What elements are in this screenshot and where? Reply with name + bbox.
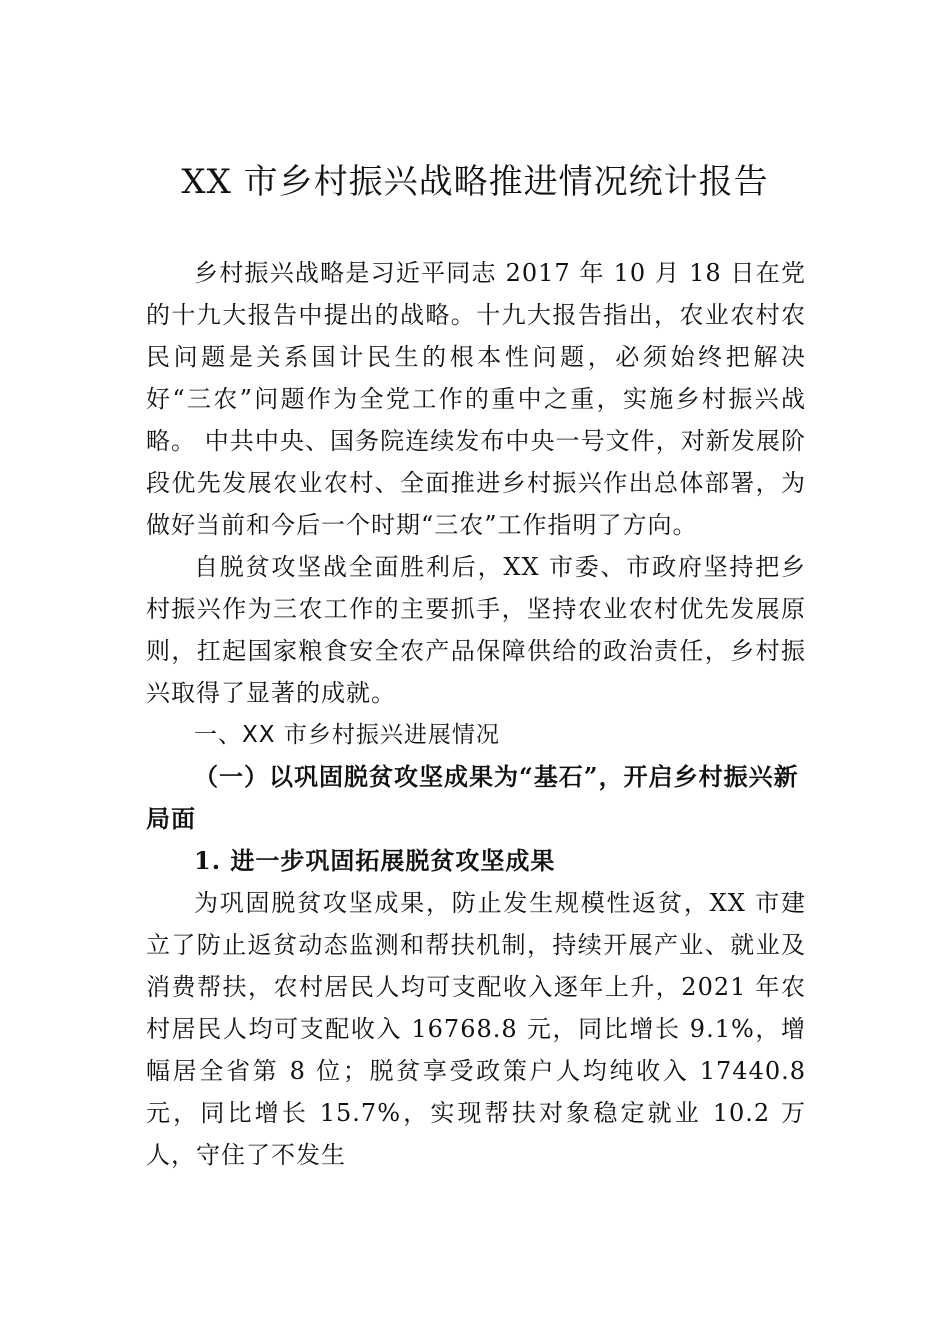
item-heading: 1. 进一步巩固拓展脱贫攻坚成果: [194, 846, 556, 875]
paragraph-achievements: 自脱贫攻坚战全面胜利后，XX 市委、市政府坚持把乡村振兴作为三农工作的主要抓手，坚持农业农村优先发展原则，扛起国家粮食安全农产品保障供给的政治责任，乡村振兴取得了显著的成就。: [146, 553, 806, 707]
paragraph-poverty-results: 为巩固脱贫攻坚成果，防止发生规模性返贫，XX 市建立了防止返贫动态监测和帮扶机制，持续开展产业、就业及消费帮扶，农村居民人均可支配收入逐年上升，2021 年农村居民人均可支配收入 16768.8 元，同比增长 9.1%，增幅居全省第 8 位；脱贫享受政策户人均纯收入 17440.8 元，同比增长 15.7%，实现帮扶对象稳定就业 10.2 万人，守住了不发生: [146, 889, 806, 1169]
document-title: XX 市乡村振兴战略推进情况统计报告: [181, 162, 769, 202]
paragraph-intro: 乡村振兴战略是习近平同志 2017 年 10 月 18 日在党的十九大报告中提出的战略。十九大报告指出，农业农村农民问题是关系国计民生的根本性问题，必须始终把解决好“三农”问题作为全党工作的重中之重，实施乡村振兴战略。 中共中央、国务院连续发布中央一号文件，对新发展阶段优先发展农业农村、全面推进乡村振兴作出总体部署，为做好当前和今后一个时期“三农”工作指明了方向。: [146, 259, 806, 539]
section-heading-1: 一、XX 市乡村振兴进展情况: [194, 722, 500, 748]
subsection-heading: （一）以巩固脱贫攻坚成果为“基石”，开启乡村振兴新局面: [146, 762, 799, 833]
document-body: [146, 252, 806, 1176]
